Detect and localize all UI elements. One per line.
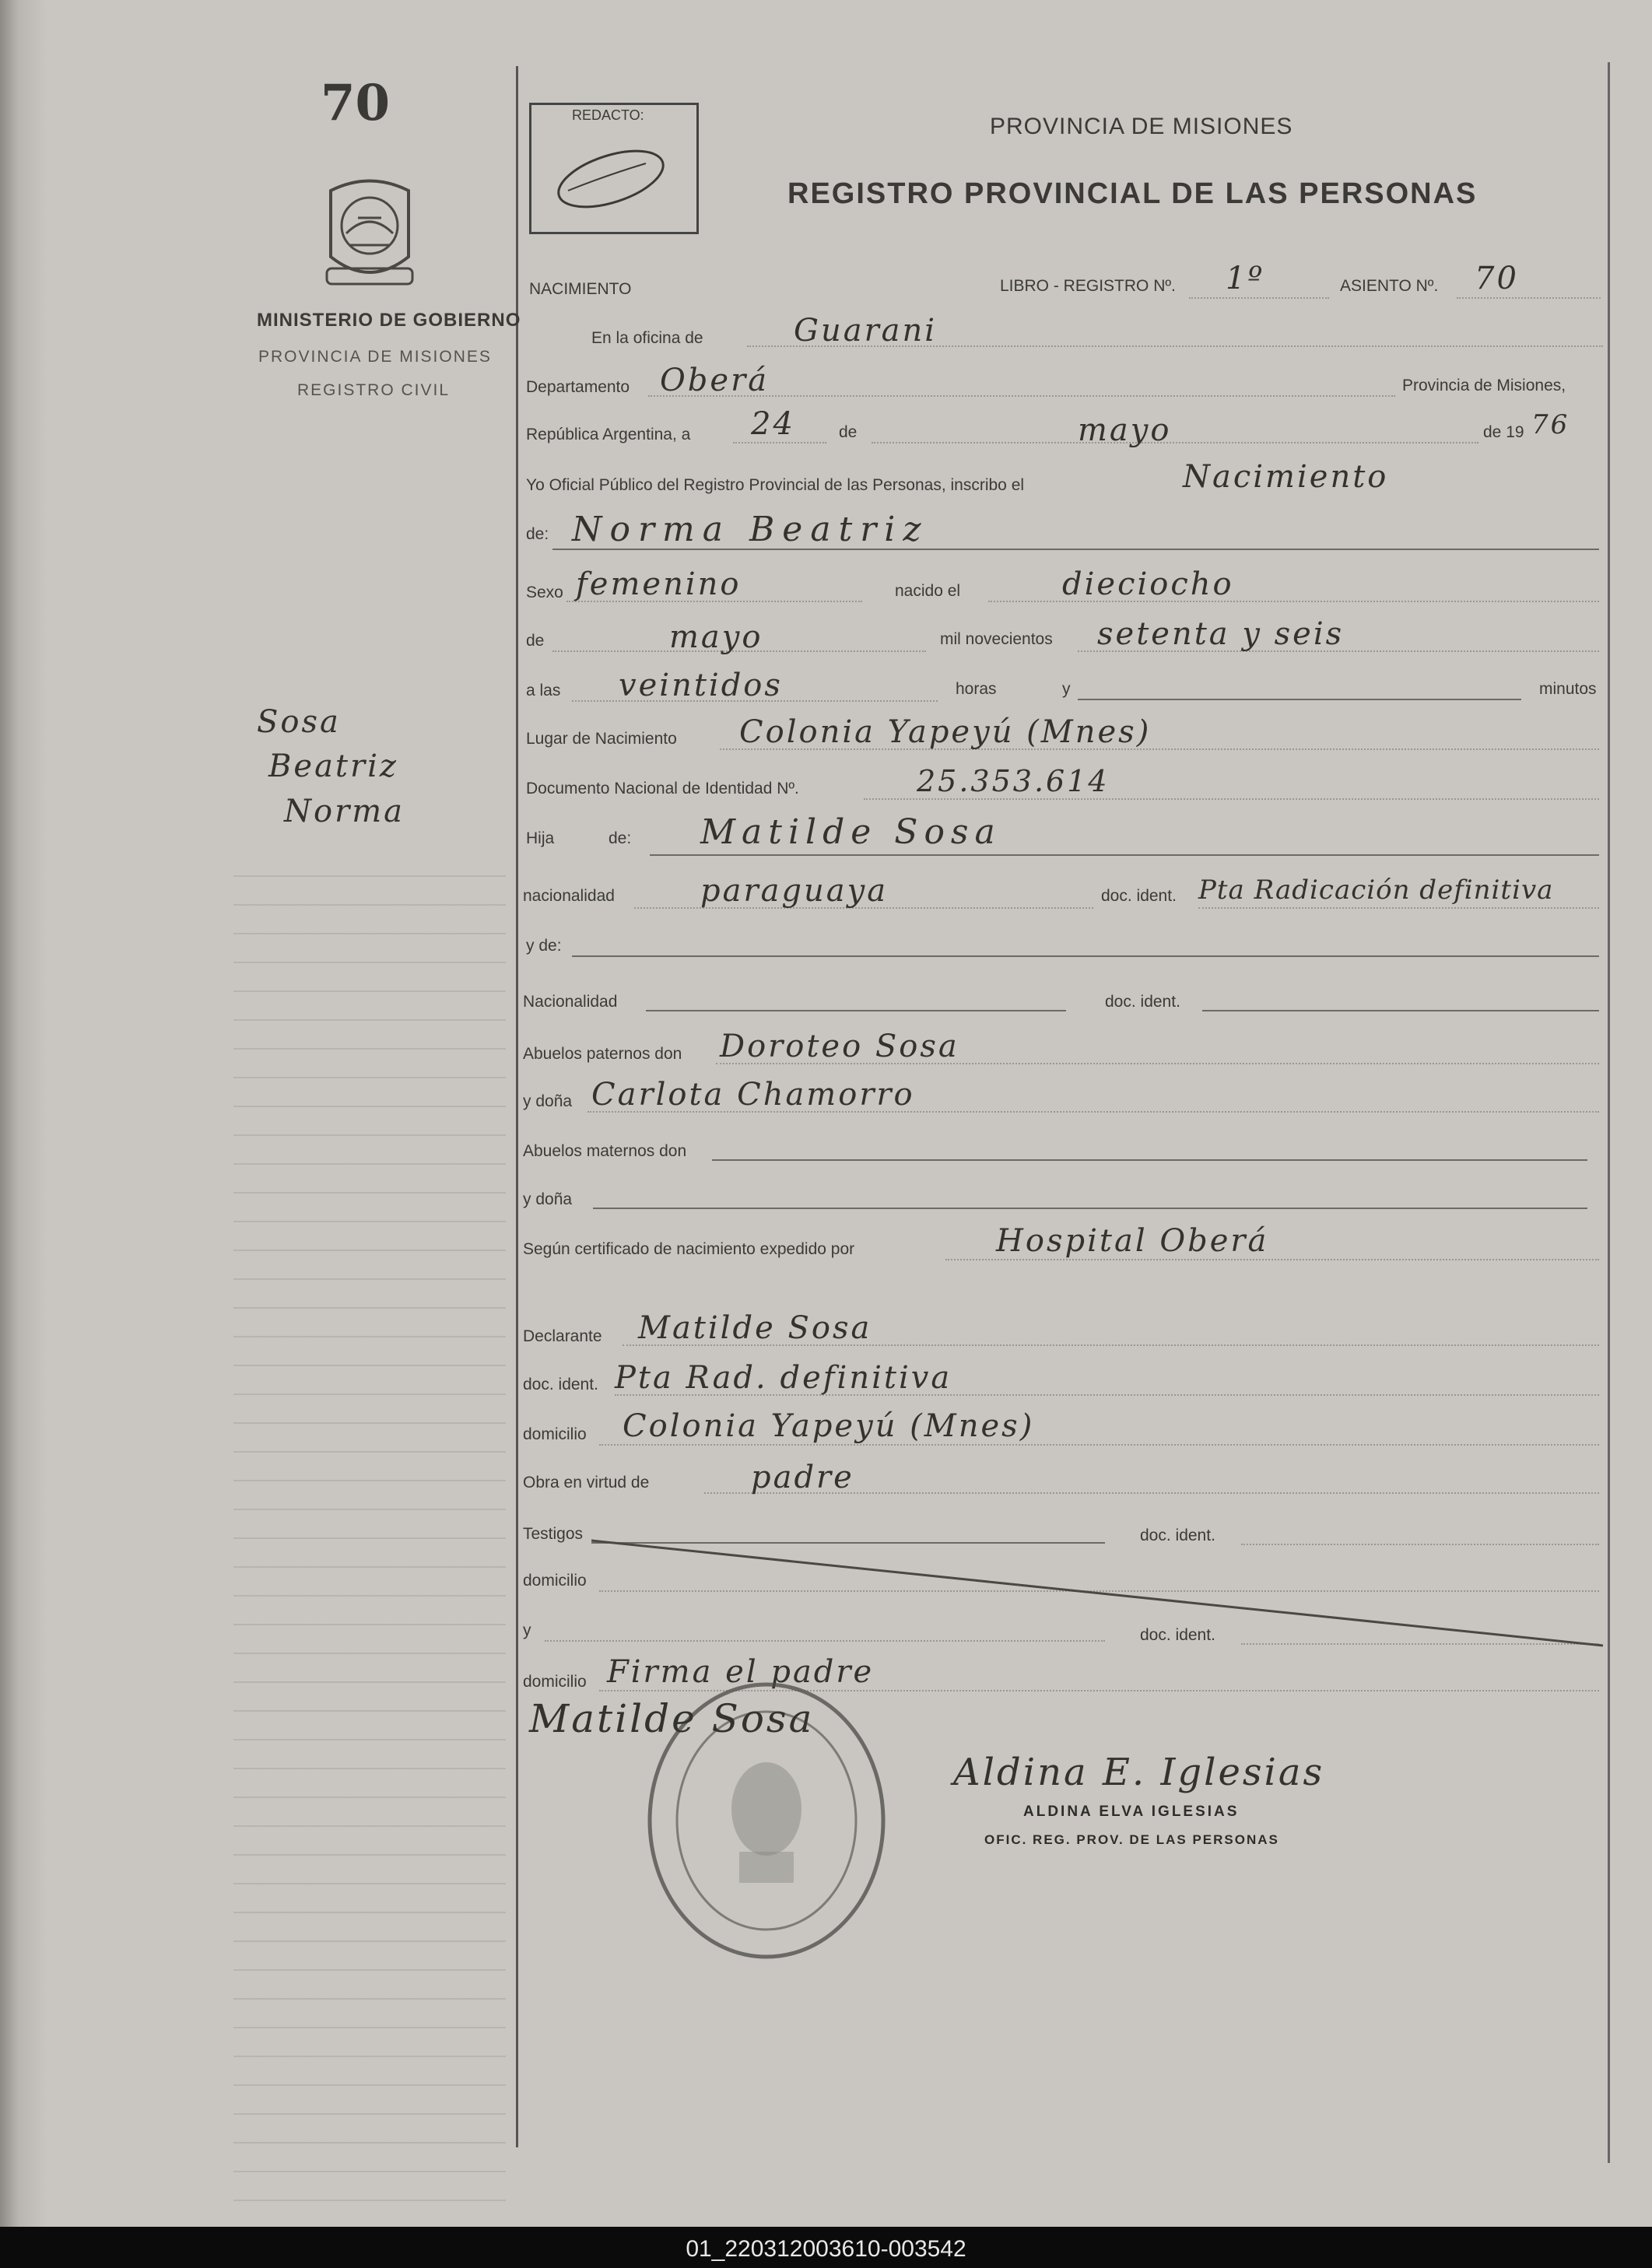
oficial-stamp-name: ALDINA ELVA IGLESIAS: [1023, 1804, 1240, 1820]
doc-ident-label: doc. ident.: [1101, 887, 1177, 905]
minutos-line: [1078, 699, 1521, 700]
hija-de-label: de:: [609, 829, 632, 847]
domicilio-value: Colonia Yapeyú (Mnes): [623, 1408, 1035, 1444]
de2-label: de: [526, 632, 545, 650]
obra-label: Obra en virtud de: [523, 1474, 650, 1492]
doc-ident2-label: doc. ident.: [1105, 993, 1180, 1011]
certificado-value: Hospital Oberá: [996, 1223, 1269, 1259]
doc-ident-line: [1198, 907, 1599, 909]
hija-label: Hija: [526, 829, 555, 847]
de-nombre-label: de:: [526, 525, 549, 543]
abuela-paterna-value: Carlota Chamorro: [591, 1077, 915, 1113]
domicilio-label: domicilio: [523, 1425, 587, 1443]
scan-footer: [0, 2227, 1652, 2268]
departamento-value: Oberá: [660, 363, 770, 398]
dia-line: [733, 442, 826, 443]
declarante-label: Declarante: [523, 1327, 602, 1345]
certificado-line: [945, 1259, 1599, 1260]
asiento-label: ASIENTO Nº.: [1340, 277, 1439, 295]
margin-note-name-2: Norma: [284, 794, 405, 829]
madre-line: [650, 854, 1599, 856]
republica-label: República Argentina, a: [526, 426, 691, 443]
redacto-handwritten-mark: [537, 132, 685, 218]
firma-note: Firma el padre: [607, 1654, 875, 1690]
dni-label: Documento Nacional de Identidad Nº.: [526, 780, 799, 797]
libro-line: [1189, 297, 1329, 299]
oficial-signature: Aldina E. Iglesias: [953, 1751, 1325, 1794]
right-border: [1608, 62, 1610, 2163]
declarante-signature: Matilde Sosa: [529, 1696, 815, 1741]
testigos-doc2-label: doc. ident.: [1140, 1626, 1215, 1644]
asiento-line: [1457, 297, 1601, 299]
margin-note-name-1: Beatriz: [268, 748, 398, 784]
ministerio-heading: MINISTERIO DE GOBIERNO: [257, 310, 521, 331]
testigos-y-label: y: [523, 1621, 531, 1639]
decl-doc-value: Pta Rad. definitiva: [615, 1360, 952, 1396]
departamento-label: Departamento: [526, 378, 630, 396]
mes-line: [872, 442, 1478, 443]
misiones-emblem-icon: [315, 171, 424, 296]
mil-label: mil novecientos: [940, 630, 1053, 648]
declarante-value: Matilde Sosa: [638, 1310, 872, 1346]
abuelo-materno-line: [712, 1159, 1587, 1161]
testigos-label: Testigos: [523, 1525, 584, 1543]
lugar-label: Lugar de Nacimiento: [526, 730, 677, 748]
acta-tipo-value: Nacimiento: [1183, 459, 1389, 495]
obra-value: padre: [751, 1460, 854, 1495]
abuela-materna-line: [593, 1208, 1587, 1209]
nombre-value: Norma Beatriz: [572, 510, 929, 549]
y-label: y: [1062, 680, 1071, 698]
domicilio-line: [599, 1444, 1599, 1446]
de-label: de: [839, 423, 858, 441]
testigos-doc-label: doc. ident.: [1140, 1527, 1215, 1544]
nacimiento-label: NACIMIENTO: [529, 280, 632, 298]
decl-doc-label: doc. ident.: [523, 1376, 598, 1393]
testigos-dom-label: domicilio: [523, 1572, 587, 1590]
nacionalidad-value: paraguaya: [700, 873, 889, 909]
registro-civil-subheading: REGISTRO CIVIL: [297, 381, 451, 399]
sexo-value: femenino: [576, 566, 742, 602]
page-edge-shadow: [0, 0, 47, 2227]
margin-note-surname: Sosa: [257, 704, 341, 740]
oficina-value: Guarani: [794, 313, 938, 349]
nacido-anio-value: setenta y seis: [1097, 616, 1345, 652]
certificado-label: Según certificado de nacimiento expedido por: [523, 1240, 855, 1258]
provincia-suffix: Provincia de Misiones,: [1402, 377, 1566, 394]
abuelos-maternos-label: Abuelos maternos don: [523, 1142, 687, 1160]
y-de-label: y de:: [526, 937, 562, 955]
anio-label: de 19: [1483, 423, 1524, 441]
doc-ident-value: Pta Radicación definitiva: [1198, 875, 1554, 906]
y-dona2-label: y doña: [523, 1190, 573, 1208]
dni-value: 25.353.614: [917, 764, 1110, 798]
abuelo-paterno-value: Doroteo Sosa: [720, 1029, 959, 1064]
oficina-label: En la oficina de: [591, 329, 703, 347]
testigos-void-stroke: [591, 1537, 1611, 1653]
registro-title: REGISTRO PROVINCIAL DE LAS PERSONAS: [787, 177, 1478, 210]
provincia-title: PROVINCIA DE MISIONES: [990, 114, 1293, 139]
horas-value: veintidos: [619, 668, 783, 703]
nacionalidad2-label: Nacionalidad: [523, 993, 618, 1011]
nacido-dia-value: dieciocho: [1062, 566, 1234, 602]
oficial-stamp-role: OFIC. REG. PROV. DE LAS PERSONAS: [984, 1832, 1279, 1847]
sexo-label: Sexo: [526, 584, 563, 601]
dia-value: 24: [751, 406, 795, 442]
nacionalidad-label: nacionalidad: [523, 887, 615, 905]
minutos-label: minutos: [1539, 680, 1597, 698]
doc-ident2-line: [1202, 1010, 1599, 1011]
asiento-value: 70: [1475, 261, 1519, 296]
nacionalidad2-line: [646, 1010, 1066, 1011]
page-number: 70: [321, 74, 391, 132]
margin-divider: [516, 66, 518, 2147]
lugar-value: Colonia Yapeyú (Mnes): [739, 714, 1152, 750]
alas-label: a las: [526, 682, 561, 699]
dni-line: [864, 798, 1599, 800]
madre-value: Matilde Sosa: [700, 812, 1001, 852]
oficial-text: Yo Oficial Público del Registro Provincial de las Personas, inscribo el: [526, 476, 1025, 494]
libro-label: LIBRO - REGISTRO Nº.: [1000, 277, 1176, 295]
horas-label: horas: [956, 680, 997, 698]
padre-line: [572, 955, 1599, 957]
nacido-label: nacido el: [895, 582, 961, 600]
abuelos-paternos-label: Abuelos paternos don: [523, 1045, 682, 1063]
y-dona-label: y doña: [523, 1092, 573, 1110]
libro-value: 1º: [1226, 261, 1265, 296]
file-id: 01_220312003610-003542: [686, 2236, 966, 2262]
provincia-subheading: PROVINCIA DE MISIONES: [258, 348, 492, 366]
domicilio2-label: domicilio: [523, 1673, 587, 1691]
margin-ruled-lines: [233, 848, 506, 2217]
anio-value: 76: [1531, 409, 1570, 440]
mes-value: mayo: [1078, 412, 1172, 448]
nacido-mes-value: mayo: [669, 619, 763, 655]
redacto-label: REDACTO:: [572, 107, 644, 123]
